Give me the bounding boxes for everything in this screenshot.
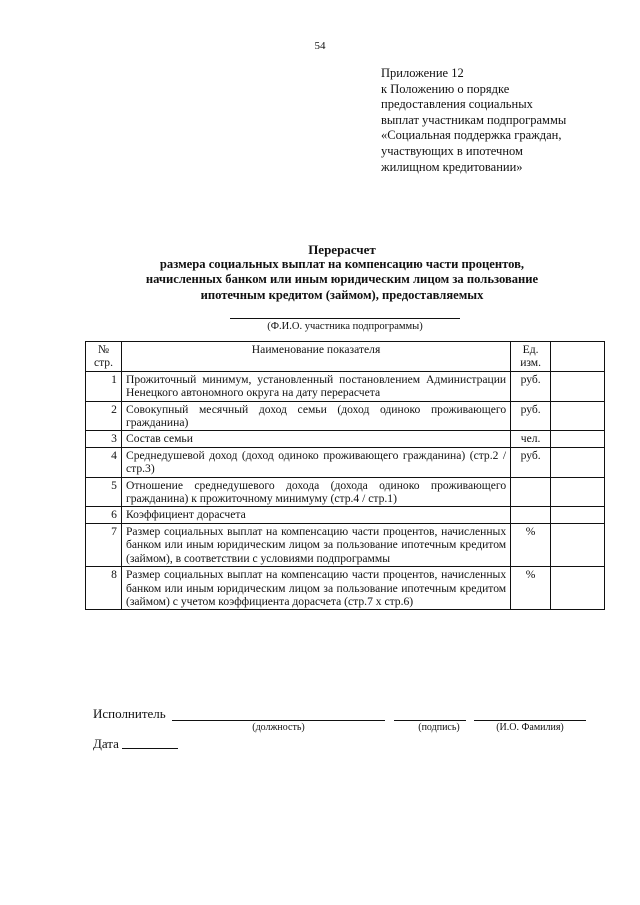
appendix-line: выплат участникам подпрограммы [381, 112, 567, 127]
row-num: 1 [86, 371, 122, 401]
row-num: 8 [86, 567, 122, 610]
row-name: Коэффициент дорасчета [121, 507, 510, 523]
table-row [86, 371, 605, 401]
row-name: Среднедушевой доход (доход одиноко проживающего гражданина) (стр.2 / стр.3) [121, 447, 510, 477]
table-row [86, 523, 605, 566]
row-name: Прожиточный минимум, установленный постановлением Администрации Ненецкого автономного округа на дату перерасчета [121, 371, 510, 401]
row-value-cell[interactable] [551, 401, 605, 431]
document-title [100, 242, 584, 303]
appendix-line: Приложение 12 [381, 66, 464, 80]
row-unit: руб. [511, 371, 551, 401]
page-number: 54 [314, 40, 326, 52]
row-num: 7 [86, 523, 122, 566]
row-unit: % [511, 567, 551, 610]
row-name: Состав семьи [121, 431, 510, 447]
row-name: Совокупный месячный доход семьи (доход одиноко проживающего гражданина) [121, 401, 510, 431]
fio-caption: (Ф.И.О. участника подпрограммы) [267, 321, 423, 332]
table-row [86, 567, 605, 610]
title-line: Перерасчет [308, 242, 376, 257]
appendix-note [381, 66, 631, 175]
title-line: ипотечным кредитом (займом), предоставляемых [200, 287, 484, 302]
row-unit: руб. [511, 401, 551, 431]
row-value-cell[interactable] [551, 507, 605, 523]
title-line: размера социальных выплат на компенсацию части процентов, [159, 257, 525, 272]
recalculation-table [85, 341, 605, 610]
row-unit: % [511, 523, 551, 566]
row-value-cell[interactable] [551, 567, 605, 610]
position-caption: (должность) [252, 722, 305, 733]
row-num: 2 [86, 401, 122, 431]
date-label: Дата [93, 736, 119, 751]
row-name: Размер социальных выплат на компенсацию части процентов, начисленных банком или иным юридическим лицом за пользование ипотечным кредитом (займом), в соответствии с условиями подпрограммы [121, 523, 510, 566]
signature-caption: (подпись) [418, 722, 460, 733]
appendix-line: к Положению о порядке [381, 81, 510, 96]
table-row [86, 431, 605, 447]
name-caption: (И.О. Фамилия) [496, 722, 564, 733]
row-num: 6 [86, 507, 122, 523]
row-value-cell[interactable] [551, 477, 605, 507]
table-row [86, 401, 605, 431]
row-value-cell[interactable] [551, 447, 605, 477]
table-row [86, 477, 605, 507]
row-unit: руб. [511, 447, 551, 477]
appendix-line: «Социальная поддержка граждан, [381, 128, 562, 143]
row-value-cell[interactable] [551, 523, 605, 566]
row-unit [511, 477, 551, 507]
appendix-line: предоставления социальных [381, 97, 533, 112]
row-num: 3 [86, 431, 122, 447]
row-unit: чел. [511, 431, 551, 447]
appendix-line: участвующих в ипотечном [381, 143, 523, 158]
table-row [86, 447, 605, 477]
fio-input-line[interactable] [230, 318, 460, 319]
row-name: Размер социальных выплат на компенсацию части процентов, начисленных банком или иным юридическим лицом за пользование ипотечным кредитом (займом) с учетом коэффициента дорасчета (стр.7 х стр.6) [121, 567, 510, 610]
row-num: 4 [86, 447, 122, 477]
row-num: 5 [86, 477, 122, 507]
table-header-row [86, 342, 605, 372]
executor-label: Исполнитель [93, 706, 166, 721]
header-name: Наименование показателя [121, 342, 510, 372]
header-num: № стр. [86, 342, 122, 372]
title-line: начисленных банком или иным юридическим лицом за пользование [145, 272, 539, 287]
header-unit: Ед. изм. [511, 342, 551, 372]
date-input-line[interactable] [122, 748, 178, 749]
row-value-cell[interactable] [551, 371, 605, 401]
name-input-line[interactable] [474, 720, 586, 721]
appendix-line: жилищном кредитовании» [381, 159, 523, 174]
row-value-cell[interactable] [551, 431, 605, 447]
table-row [86, 507, 605, 523]
signature-input-line[interactable] [394, 720, 466, 721]
row-unit [511, 507, 551, 523]
row-name: Отношение среднедушевого дохода (дохода одиноко проживающего гражданина) к прожиточному минимуму (стр.4 / стр.1) [121, 477, 510, 507]
position-input-line[interactable] [172, 720, 385, 721]
header-value [551, 342, 605, 372]
